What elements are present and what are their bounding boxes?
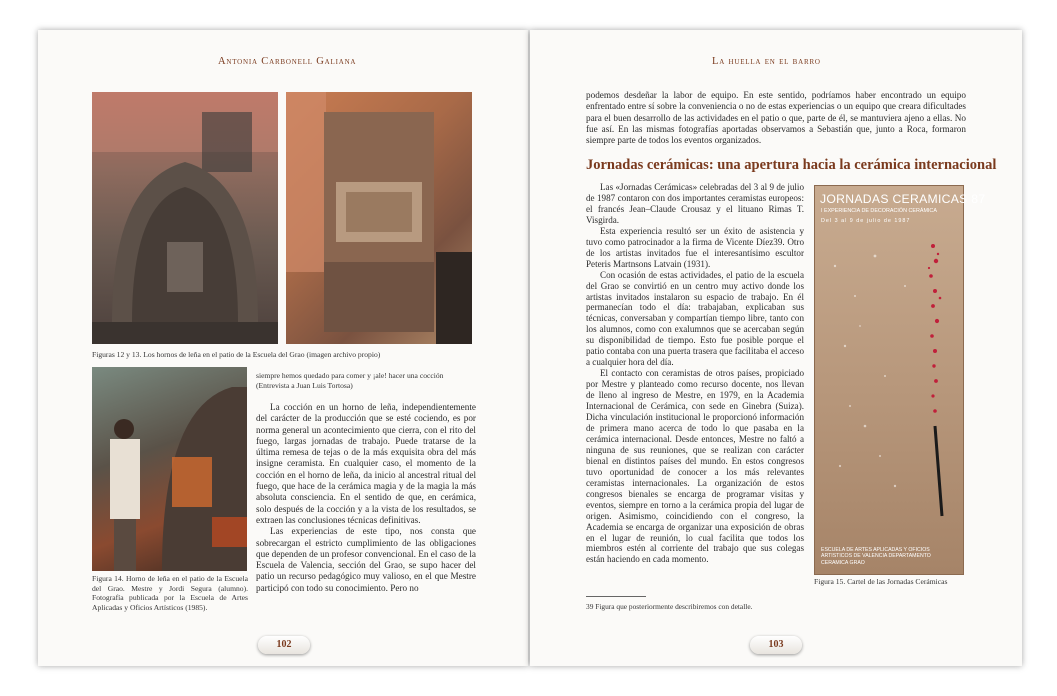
right-paragraph: Las «Jornadas Cerámicas» celebradas del 3 al 9 de julio de 1987 contaron con dos importantes ceramistas europeos: el francés Jean–Claude Crousaz y el lituano Rimas T. Visgirda. — [586, 182, 804, 225]
left-body-text — [256, 402, 476, 594]
jornadas-poster — [814, 185, 986, 575]
right-paragraph: Con ocasión de estas actividades, el patio de la escuela del Grao se convirtió en un centro muy activo donde los artistas invitados instalaron su espacio de trabajo. En él permanecían todo el día: trabajaban, explicaban sus técnicas, conversaban y compartían tiempo libre, tanto con los alumnos, como con exalumnos que se acercaban según su disponibilidad de tiempo. Esto fue posible porque el patio contaba con una puerta trasera que facilitaba el acceso a cualquier hora del día. — [586, 269, 804, 368]
caption-figures-12-13: Figuras 12 y 13. Los hornos de leña en el patio de la Escuela del Grao (imagen archivo propio) — [92, 350, 381, 359]
kiln-photo-1 — [92, 92, 278, 344]
poster-footer: ESCUELA DE ARTES APLICADAS Y OFICIOS ARTISTICOS DE VALENCIA DEPARTAMENTO CERAMICA GRAO — [821, 546, 931, 566]
intro-paragraph: podemos desdeñar la labor de equipo. En este sentido, podríamos haber encontrado un equipo enfrentado entre sí sobre la conveniencia o no de estas experiencias o un equipo que creara dificultades para el buen desarrollo de las actividades en el patio o que, parte de él, se mantuviera ajeno a ellas. No fue así. En las mismas fotografías aportadas observamos a Sebastián que, junto a Roca, formaron siempre parte de todos los eventos organizados. — [586, 90, 966, 146]
section-heading: Jornadas cerámicas: una apertura hacia la cerámica internacional — [586, 157, 997, 173]
left-paragraph: La cocción en un horno de leña, independientemente del carácter de la producción que se esté cociendo, es por norma general un acontecimiento que cierra, con el rito del fuego, largas jornadas de trabajo. Puede tratarse de la última remesa de tejas o de la más exquisita obra del más insigne ceramista. En cualquier caso, el momento de la cocción en el horno de leña, da inicio al ancestral ritual del fuego, que hace de la cerámica magia y de la magia la más absoluta consciencia. En el sentido de que, en cerámica, solo después de la cocción y a la vista de los resultados, se extraen las conclusiones técnicas definitivas. — [256, 402, 476, 525]
right-body-text — [586, 182, 804, 565]
footnote-rule — [586, 596, 646, 597]
right-page — [530, 30, 1022, 666]
right-paragraph: Esta experiencia resultó ser un éxito de asistencia y tuvo como patrocinador a la firma de Vicente Díez39. Otro de los artistas invitados fue el interesantísimo escultor Peteris Martnsons Latvain (1931). — [586, 225, 804, 269]
right-paragraph: El contacto con ceramistas de otros países, propiciado por Mestre y planteado como recurso docente, nos llevan de lleno al ingreso de Mestre, en 1979, en la Academia Internacional de Cerámica, con sede en Ginebra (Suiza). Dicha vinculación institucional le proporcionó información de primera mano acerca de todo lo que pasaba en la cerámica internacional. Desde entonces, Mestre no faltó a ninguna de sus reuniones, que se realizan con carácter bienal en distintos países del mundo. En estos congresos tuvo oportunidad de conocer a los más relevantes ceramistas internacionales. La organización de estos congresos bienales se encarga de programar visitas y eventos, siempre en torno a la cerámica propia del lugar de origen. Asimismo, coincidiendo con el congreso, la Academia se encarga de organizar una exposición de obras en el lugar de reunión, lo cual facilita que todos los miembros estén al corriente del trabajo que sus colegas están haciendo en cada momento. — [586, 368, 804, 565]
right-intro-text — [586, 90, 966, 146]
caption-figure-14: Figura 14. Horno de leña en el patio de la Escuela del Grao. Mestre y Jordi Segura (alumno). Fotografía publicada por la Escuela de Artes Aplicadas y Oficios Artísticos (1985). — [92, 574, 248, 612]
poster-subtitle: I EXPERIENCIA DE DECORACIÓN CERÁMICA — [821, 208, 937, 214]
kiln-photo-2 — [286, 92, 472, 344]
running-head-right: La huella en el barro — [712, 56, 821, 67]
page-number-left: 102 — [258, 636, 310, 654]
footnote-39: 39 Figura que posteriormente describiremos con detalle. — [586, 602, 753, 611]
interview-quote: siempre hemos quedado para comer y ¡ale! hacer una cocción (Entrevista a Juan Luis Tortosa) — [256, 371, 444, 390]
poster-title: JORNADAS CERAMICAS 87 — [820, 192, 986, 206]
kiln-photo-3 — [92, 367, 247, 571]
running-head-left: Antonia Carbonell Galiana — [218, 56, 357, 67]
left-page — [38, 30, 528, 666]
left-paragraph: Las experiencias de este tipo, nos consta que sobrecargan el estricto cumplimiento de las obligaciones que dependen de un profesor convencional. En el caso de la Escuela de Valencia, sección del Grao, se supo hacer del patio un recurso pedagógico muy valioso, en el que Mestre participó con todo su conocimiento. Pero no — [256, 526, 476, 593]
poster-dates: Del 3 al 9 de julio de 1987 — [821, 218, 911, 224]
caption-figure-15: Figura 15. Cartel de las Jornadas Cerámicas — [814, 577, 948, 586]
poster-artwork — [815, 226, 963, 526]
page-number-right: 103 — [750, 636, 802, 654]
